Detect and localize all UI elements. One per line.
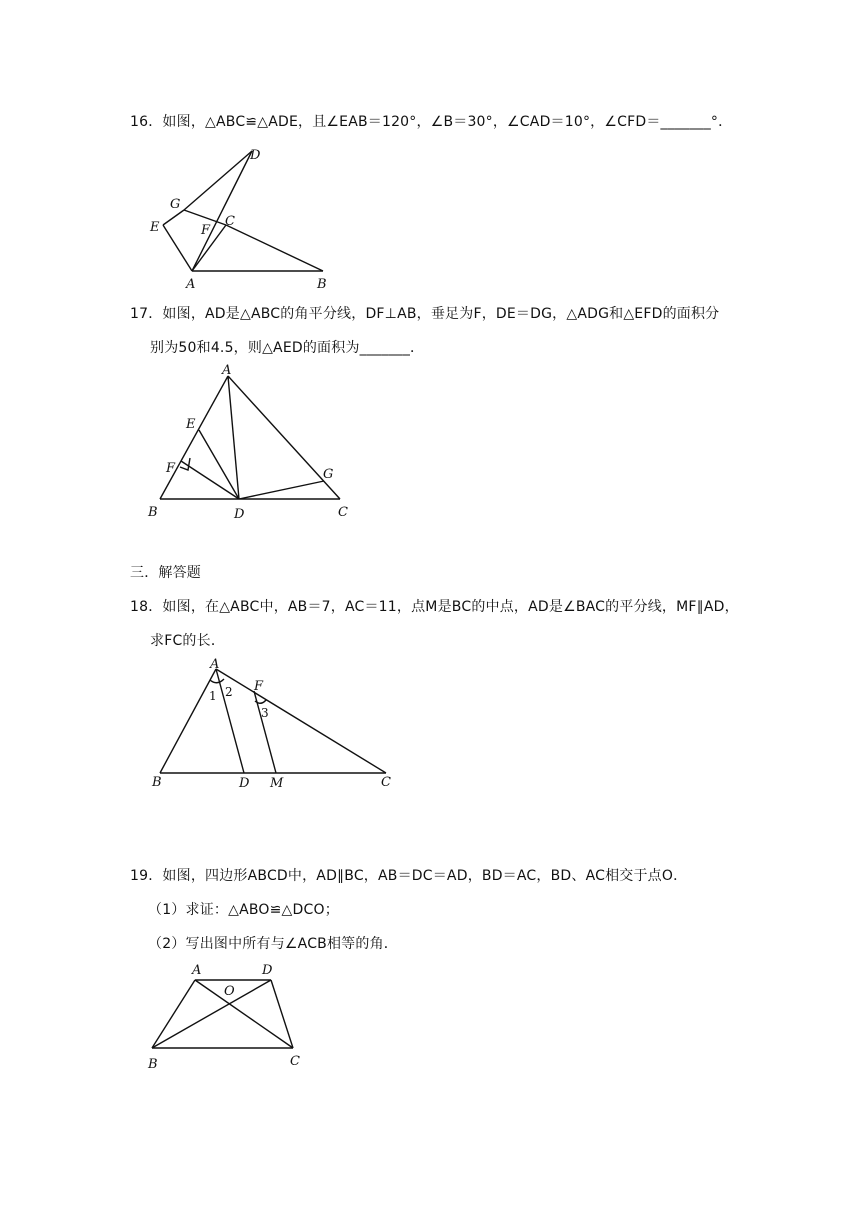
q16-figure	[140, 138, 340, 294]
section-heading: 三．解答题	[130, 565, 201, 581]
q17-label-g: G	[323, 467, 334, 482]
q17-figure	[140, 360, 370, 526]
q16-label-e: E	[150, 220, 160, 235]
q19-segments	[152, 980, 293, 1048]
q19-figure	[140, 960, 320, 1074]
q17-line1: 17．如图，AD是△ABC的角平分线，DF⊥AB，垂足为F，DE＝DG，△ADG和△EFD的面积分	[130, 306, 720, 322]
q19-label-d: D	[262, 963, 273, 978]
q17-label-a: A	[222, 363, 232, 378]
q18-label-a: A	[210, 657, 220, 672]
q16-text: 16．如图，△ABC≌△ADE，且∠EAB＝120°，∠B＝30°，∠CAD＝10°，∠CFD＝_______°．	[130, 114, 733, 130]
q16-label-a: A	[186, 277, 196, 292]
q18-label-1: 1	[209, 689, 217, 703]
q19-line1: 19．如图，四边形ABCD中，AD∥BC，AB＝DC＝AD，BD＝AC，BD、AC相交于点O．	[130, 868, 688, 884]
q18-label-d: D	[239, 776, 250, 791]
angle-arc-1-2	[210, 679, 224, 683]
q18-line2: 求FC的长．	[150, 633, 226, 649]
q19-label-b: B	[148, 1057, 158, 1072]
q16-label-g: G	[170, 197, 181, 212]
q17-label-f: F	[166, 461, 176, 476]
q18-label-b: B	[152, 775, 162, 790]
q16-label-b: B	[317, 277, 327, 292]
q18-figure	[140, 654, 410, 794]
q18-label-m: M	[270, 776, 284, 791]
q17-segments	[160, 376, 340, 499]
q18-line1: 18．如图，在△ABC中，AB＝7，AC＝11，点M是BC的中点，AD是∠BAC的平分线，MF∥AD，	[130, 599, 739, 615]
q16-label-d: D	[250, 148, 261, 163]
q19-label-o: O	[224, 984, 235, 999]
q17-label-c: C	[338, 505, 348, 520]
q19-label-c: C	[290, 1054, 300, 1069]
q19-part2: （2）写出图中所有与∠ACB相等的角．	[148, 936, 398, 952]
q16-label-f: F	[201, 223, 211, 238]
q17-label-b: B	[148, 505, 158, 520]
q18-label-2: 2	[225, 685, 233, 699]
q18-label-c: C	[381, 775, 391, 790]
q17-label-d: D	[234, 507, 245, 522]
q18-label-f: F	[254, 679, 264, 694]
q19-label-a: A	[192, 963, 202, 978]
q16-segments	[163, 151, 323, 271]
q17-line2: 别为50和4.5，则△AED的面积为_______．	[150, 340, 425, 356]
q16-label-c: C	[225, 214, 235, 229]
q18-label-3: 3	[261, 706, 269, 720]
q17-label-e: E	[186, 417, 196, 432]
q19-part1: （1）求证：△ABO≌△DCO；	[148, 902, 339, 918]
q18-segments	[160, 669, 386, 773]
